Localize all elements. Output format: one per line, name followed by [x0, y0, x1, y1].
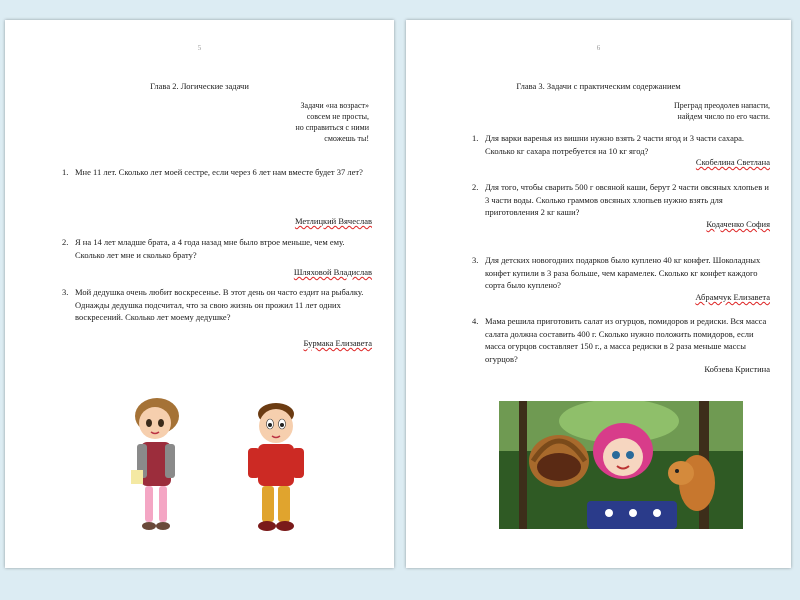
masha-illustration	[499, 401, 743, 529]
problem-text: Мама решила приготовить салат из огурцов, помидоров и редиски. Вся масса салата должна составить 400 г. Сколько нужно положить помидоров, если масса огурцов составляет 150 г., а масса редиски в 2 раза меньше массы огурцов?	[485, 316, 767, 364]
problem-author: Скобелина Светлана	[695, 157, 770, 167]
problem-text: Для детских новогодних подарков было куплено 40 кг конфет. Шоколадных конфет купили в 3 раза больше, чем карамелек. Сколько кг конфет каждого сорта было куплено?	[485, 255, 761, 290]
boy-illustration	[242, 400, 312, 538]
problem-author: Кодаченко София	[706, 219, 770, 229]
epigraph-line: но справиться с ними	[295, 123, 369, 132]
chapter-heading: Глава 2. Логические задачи	[150, 81, 249, 91]
epigraph-line: Задачи «на возраст»	[300, 101, 369, 110]
epigraph	[576, 100, 770, 122]
epigraph-line: совсем не просты,	[306, 112, 369, 121]
chapter-heading: Глава 3. Задачи с практическим содержанием	[516, 81, 681, 91]
problem-author: Абрамчук Елизавета	[695, 292, 770, 302]
problem-number: 2.	[62, 237, 69, 247]
problem-item	[472, 132, 772, 157]
problem-number: 1.	[472, 133, 479, 143]
problem-author: Шляховой Владислав	[293, 267, 372, 277]
girl-illustration	[123, 390, 187, 538]
problem-item	[472, 254, 772, 292]
problem-item	[472, 315, 772, 365]
problem-item	[62, 286, 372, 324]
epigraph-line: Преград преодолев напасти,	[673, 101, 770, 110]
problem-text: Для того, чтобы сварить 500 г овсяной каши, берут 2 части овсяных хлопьев и 3 части воды. Сколько граммов овсяных хлопьев нужно взять для приготовления 2 кг каши?	[485, 182, 769, 217]
problem-number: 4.	[472, 316, 479, 326]
problem-author: Бурмака Елизавета	[303, 338, 372, 348]
problem-text: Мне 11 лет. Сколько лет моей сестре, если через 6 лет нам вместе будет 37 лет?	[75, 167, 363, 177]
problem-text: Я на 14 лет младше брата, а 4 года назад мне было втрое меньше, чем ему. Сколько лет мне и сколько брату?	[75, 237, 345, 260]
problem-number: 3.	[472, 255, 479, 265]
epigraph-line: сможешь ты!	[324, 134, 369, 143]
document-page-right	[406, 20, 791, 568]
epigraph	[225, 100, 369, 144]
problem-item	[472, 181, 772, 219]
problem-text: Мой дедушка очень любит воскресенье. В этот день он часто ездит на рыбалку. Однажды дедушка подсчитал, что за свою жизнь он прожил 11 лет одних воскресений. Сколько лет моему дедушке?	[75, 287, 364, 322]
problem-item	[62, 166, 372, 179]
problem-number: 3.	[62, 287, 69, 297]
page-number: 6	[596, 44, 601, 52]
problem-text: Для варки варенья из вишни нужно взять 2 части ягод и 3 части сахара. Сколько кг сахара потребуется на 10 кг ягод?	[485, 133, 744, 156]
epigraph-line: найдем число по его части.	[677, 112, 770, 121]
problem-number: 2.	[472, 182, 479, 192]
document-page-left	[5, 20, 394, 568]
problem-author: Метлицкий Вячеслав	[294, 216, 372, 226]
problem-author: Кобзева Кристина	[704, 364, 770, 374]
problem-number: 1.	[62, 167, 69, 177]
page-number: 5	[197, 44, 202, 52]
problem-item	[62, 236, 372, 261]
